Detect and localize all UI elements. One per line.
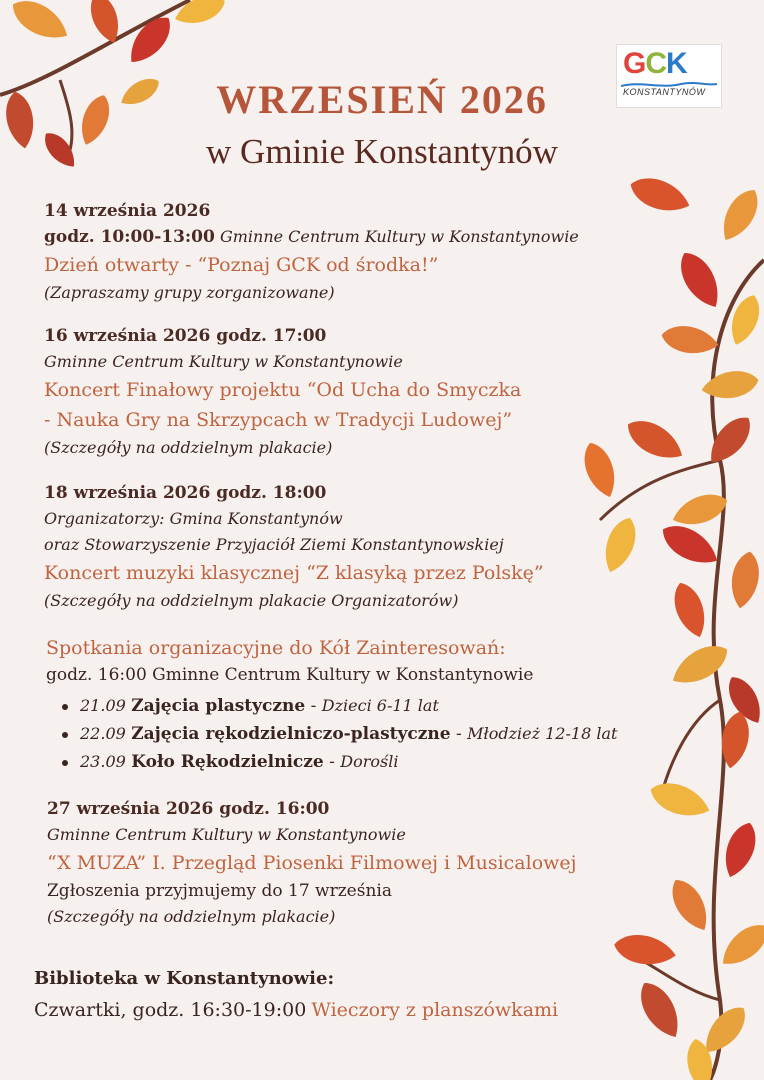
list-item (46, 692, 666, 720)
event-place: Gminne Centrum Kultury w Konstantynowie (219, 227, 579, 246)
logo-subtext: KONSTANTYNÓW (623, 87, 706, 97)
event-note: (Szczegóły na oddzielnym plakacie) (47, 907, 336, 926)
event-title-line-2: - Nauka Gry na Skrzypcach w Tradycji Ludowej” (44, 409, 513, 431)
item-group: Dorośli (340, 752, 399, 771)
event-place: Gminne Centrum Kultury w Konstantynowie (47, 825, 406, 844)
event-note: (Zapraszamy grupy zorganizowane) (44, 283, 335, 302)
event-final-concert (44, 323, 664, 461)
logo-letter-c: C (645, 47, 667, 80)
item-group: Dzieci 6-11 lat (321, 696, 439, 715)
list-item (46, 748, 666, 776)
event-title: Koncert muzyki klasycznej “Z klasyką przez Polskę” (44, 562, 544, 584)
event-x-muza (47, 796, 667, 930)
meetings-time-place: godz. 16:00 Gminne Centrum Kultury w Konstantynowie (46, 665, 534, 685)
list-item (46, 720, 666, 748)
item-name: Zajęcia plastyczne (131, 696, 306, 716)
event-note: (Szczegóły na oddzielnym plakacie Organizatorów) (44, 591, 459, 610)
item-name: Koło Rękodzielnicze (131, 752, 324, 772)
event-date: 27 września 2026 godz. 16:00 (47, 799, 330, 819)
event-date: 16 września 2026 godz. 17:00 (44, 326, 327, 346)
logo-letter-g: G (623, 47, 646, 80)
event-time: godz. 10:00-13:00 (44, 227, 215, 247)
event-title-line-1: Koncert Finałowy projektu “Od Ucha do Smyczka (44, 379, 522, 401)
item-date: 21.09 (80, 696, 126, 715)
event-date: 14 września 2026 (44, 201, 211, 221)
logo-letter-k: K (666, 47, 687, 80)
event-organizer-line-1: Organizatorzy: Gmina Konstantynów (44, 509, 343, 528)
item-name: Zajęcia rękodzielniczo-plastyczne (131, 724, 451, 744)
item-separator: - (323, 752, 341, 772)
event-organizer-line-2: oraz Stowarzyszenie Przyjaciół Ziemi Konstantynowskiej (44, 535, 504, 554)
event-title: Dzień otwarty - “Poznaj GCK od środka!” (44, 254, 439, 276)
library-section (34, 964, 654, 1027)
library-heading: Biblioteka w Konstantynowie: (34, 968, 335, 989)
event-date: 18 września 2026 godz. 18:00 (44, 483, 327, 503)
meetings-title: Spotkania organizacyjne do Kół Zainteresowań: (46, 637, 506, 659)
meetings-list (46, 692, 666, 776)
event-classical-concert (44, 480, 664, 614)
event-info: Zgłoszenia przyjmujemy do 17 września (47, 881, 392, 901)
item-date: 22.09 (80, 724, 126, 743)
event-place: Gminne Centrum Kultury w Konstantynowie (44, 352, 403, 371)
event-open-day (44, 198, 664, 306)
event-title: “X MUZA” I. Przegląd Piosenki Filmowej i Musicalowej (47, 852, 577, 874)
item-separator: - (450, 724, 468, 744)
item-date: 23.09 (80, 752, 126, 771)
library-event: Wieczory z planszówkami (311, 999, 559, 1021)
event-note: (Szczegóły na oddzielnym plakacie) (44, 438, 333, 457)
page-title: WRZESIEŃ 2026 (216, 77, 548, 122)
item-separator: - (305, 696, 322, 716)
item-group: Młodzież 12-18 lat (467, 724, 618, 743)
meetings-section (46, 634, 666, 776)
library-schedule: Czwartki, godz. 16:30-19:00 (34, 999, 307, 1021)
page-subtitle: w Gminie Konstantynów (206, 132, 558, 171)
